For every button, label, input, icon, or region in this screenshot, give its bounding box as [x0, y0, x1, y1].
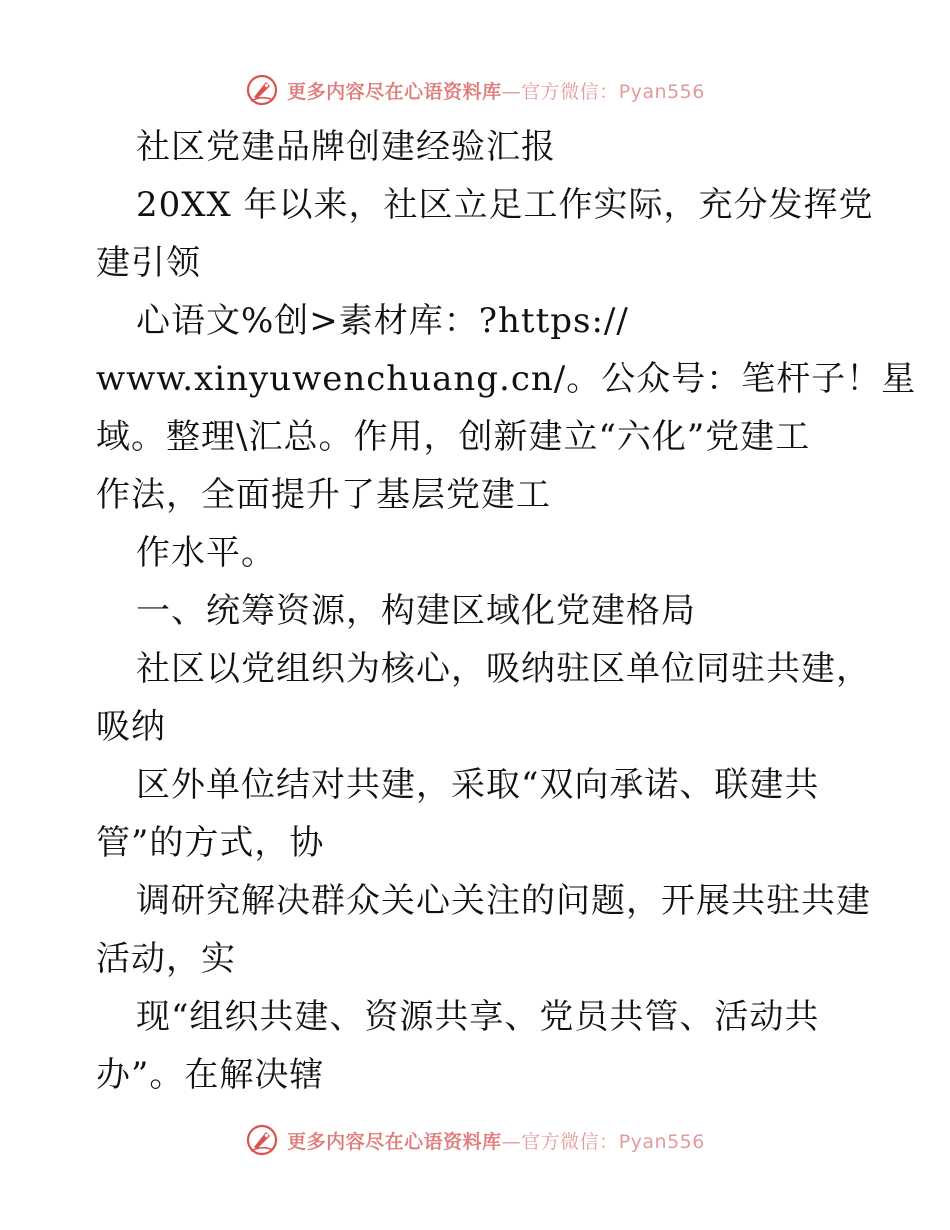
paragraph-line: 区外单位结对共建，采取“双向承诺、联建共 [136, 765, 820, 805]
document-title: 社区党建品牌创建经验汇报 [136, 127, 556, 167]
watermark-text [287, 77, 705, 104]
paragraph-line: 域。整理\汇总。作用，创新建立“六化”党建工 [96, 417, 811, 457]
paragraph-line: 心语文%创>素材库：?https:// [136, 301, 629, 341]
paragraph-line: 吸纳 [96, 707, 166, 747]
watermark-wechat-id: Pyan556 [618, 80, 705, 103]
pen-nib-logo-icon [245, 73, 279, 107]
paragraph-line: www.xinyuwenchuang.cn/。公众号：笔杆子！星 [96, 359, 917, 399]
watermark-separator: — [501, 1130, 522, 1153]
watermark-text [287, 1127, 705, 1154]
paragraph-line: 管”的方式，协 [96, 823, 325, 863]
paragraph-line: 调研究解决群众关心关注的问题，开展共驻共建 [136, 881, 871, 921]
document-body [96, 118, 917, 1104]
paragraph-line: 作水平。 [136, 533, 276, 573]
section-heading: 一、统筹资源，构建区域化党建格局 [136, 591, 696, 631]
paragraph-line: 建引领 [96, 243, 201, 283]
watermark-official-label: 官方微信： [521, 80, 619, 103]
pen-nib-logo-icon [245, 1123, 279, 1157]
watermark-main-text: 更多内容尽在心语资料库 [287, 1130, 502, 1153]
watermark-wechat-id: Pyan556 [618, 1130, 705, 1153]
paragraph-line: 社区以党组织为核心，吸纳驻区单位同驻共建， [136, 649, 871, 689]
watermark-official-label: 官方微信： [521, 1130, 619, 1153]
paragraph-line: 20XX 年以来，社区立足工作实际，充分发挥党 [136, 185, 874, 225]
paragraph-line: 现“组织共建、资源共享、党员共管、活动共 [136, 997, 820, 1037]
footer-watermark-banner [0, 1120, 950, 1160]
paragraph-line: 活动，实 [96, 939, 236, 979]
paragraph-line: 办”。在解决辖 [96, 1055, 325, 1095]
watermark-main-text: 更多内容尽在心语资料库 [287, 80, 502, 103]
paragraph-line: 作法，全面提升了基层党建工 [96, 475, 551, 515]
watermark-separator: — [501, 80, 522, 103]
header-watermark-banner [0, 70, 950, 110]
